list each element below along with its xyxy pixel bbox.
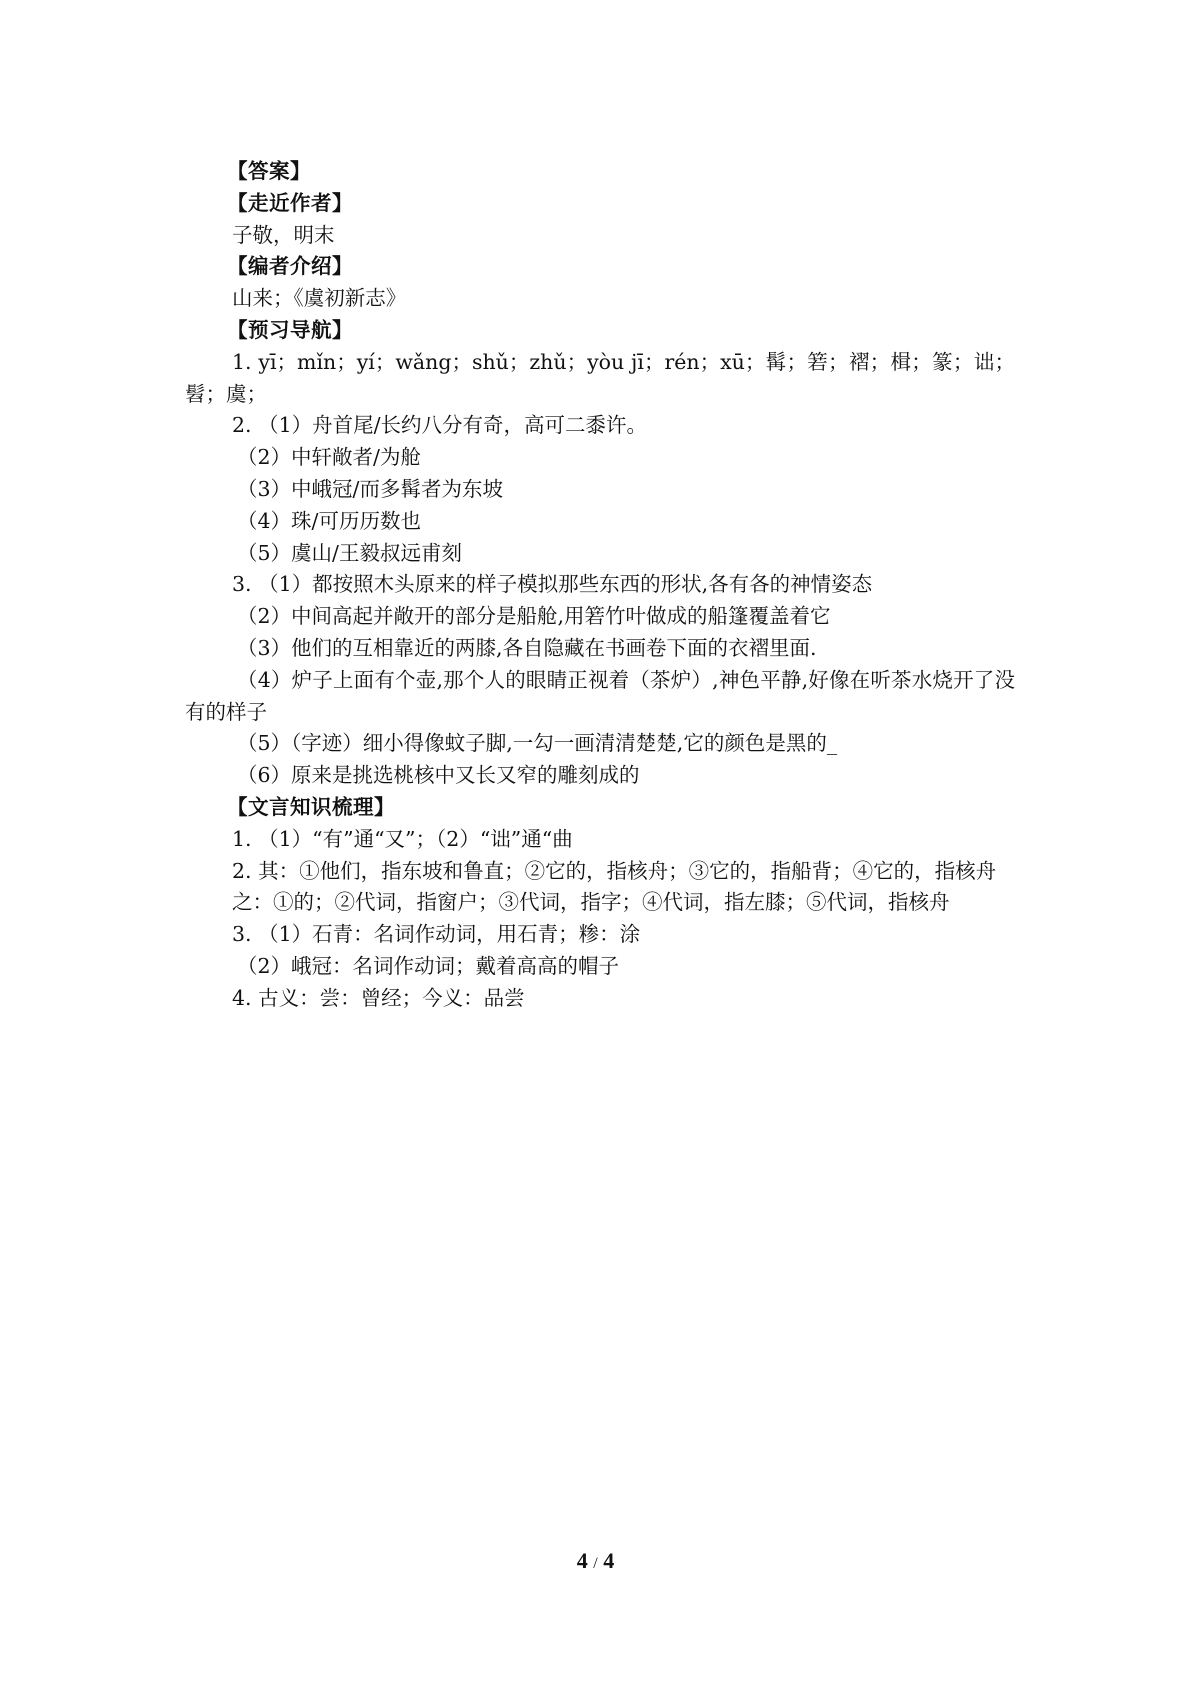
page-number bbox=[0, 1548, 1191, 1574]
preview-item-3-5: （5）（字迹）细小得像蚊子脚,一勾一画清清楚楚,它的颜色是黑的_ bbox=[237, 731, 838, 756]
preview-item-3-4: （4）炉子上面有个壶,那个人的眼睛正视着（茶炉）,神色平静,好像在听茶水烧开了没有的样子 bbox=[185, 667, 1015, 724]
answer-content bbox=[185, 156, 1015, 1015]
page-current: 4 bbox=[576, 1548, 588, 1573]
classical-item-3: 3. （1）石青：名词作动词，用石青；糁：涂 bbox=[232, 922, 641, 947]
preview-item-3: 3. （1）都按照木头原来的样子模拟那些东西的形状,各有各的神情姿态 bbox=[232, 572, 873, 597]
preview-item-2-4: （4）珠/可历历数也 bbox=[237, 508, 421, 533]
preview-item-2-2: （2）中轩敞者/为舱 bbox=[237, 445, 421, 470]
author-heading: 【走近作者】 bbox=[227, 190, 353, 215]
classical-item-2-b: 之：①的；②代词，指窗户；③代词，指字；④代词，指左膝；⑤代词，指核舟 bbox=[232, 890, 950, 915]
preview-item-2: 2. （1）舟首尾/长约八分有奇，高可二黍许。 bbox=[232, 413, 648, 438]
preview-item-1: 1. yī；mǐn；yí；wǎng；shǔ；zhǔ；yòu jī；rén；xū；髯；箬；褶；楫；篆；诎；髫；虞； bbox=[185, 349, 1015, 406]
editor-text: 山来；《虞初新志》 bbox=[232, 286, 407, 311]
preview-item-2-3: （3）中峨冠/而多髯者为东坡 bbox=[237, 476, 503, 501]
author-text: 子敬，明末 bbox=[232, 222, 335, 247]
classical-item-1: 1. （1）“有”通“又”；（2）“诎”通“曲 bbox=[232, 826, 573, 851]
classical-heading: 【文言知识梳理】 bbox=[227, 794, 395, 819]
preview-heading: 【预习导航】 bbox=[227, 317, 353, 342]
answer-heading: 【答案】 bbox=[227, 159, 311, 183]
classical-item-2: 2. 其：①他们，指东坡和鲁直；②它的，指核舟；③它的，指船背；④它的，指核舟 bbox=[232, 858, 997, 883]
preview-item-2-5: （5）虞山/王毅叔远甫刻 bbox=[237, 540, 462, 565]
preview-item-3-2: （2）中间高起并敞开的部分是船舱,用箬竹叶做成的船篷覆盖着它 bbox=[237, 604, 831, 629]
classical-item-3-2: （2）峨冠：名词作动词；戴着高高的帽子 bbox=[237, 953, 620, 978]
page-separator: / bbox=[593, 1555, 598, 1572]
classical-item-4: 4. 古义：尝：曾经；今义：品尝 bbox=[232, 985, 525, 1010]
preview-item-3-6: （6）原来是挑选桃核中又长又窄的雕刻成的 bbox=[237, 763, 640, 788]
page-total: 4 bbox=[603, 1548, 615, 1573]
editor-heading: 【编者介绍】 bbox=[227, 254, 353, 279]
preview-item-3-3: （3）他们的互相靠近的两膝,各自隐藏在书画卷下面的衣褶里面. bbox=[237, 635, 817, 660]
